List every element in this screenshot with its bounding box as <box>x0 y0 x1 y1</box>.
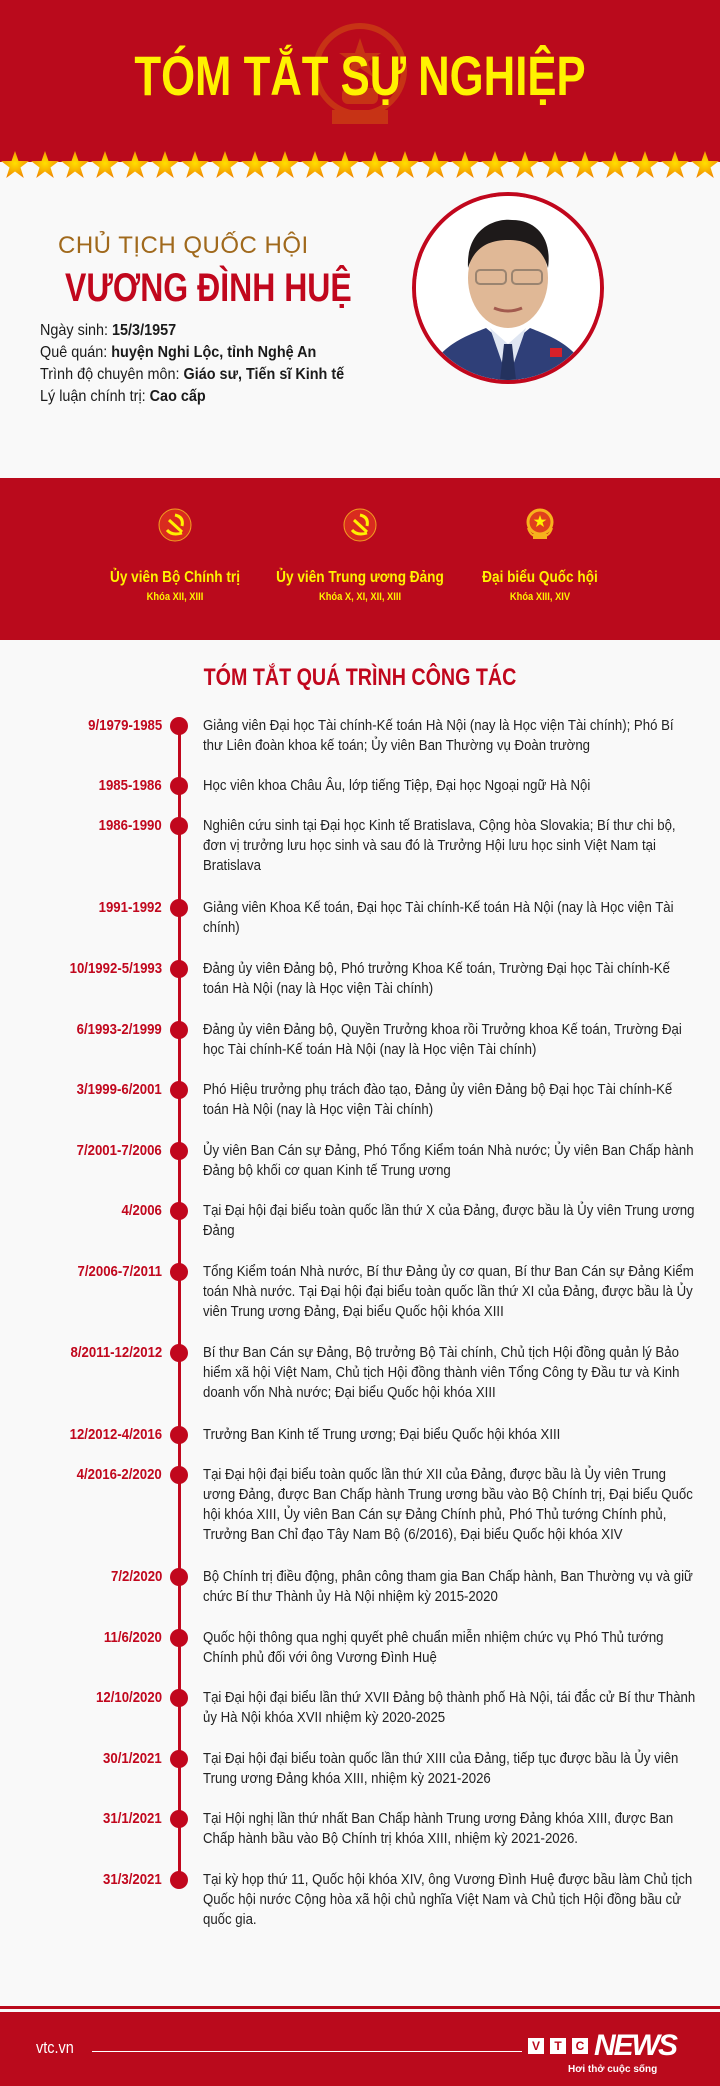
timeline-date: 7/2001-7/2006 <box>76 1142 162 1159</box>
honor-title: Đại biểu Quốc hội <box>482 569 598 586</box>
honor-term: Khóa X, XI, XII, XIII <box>318 591 402 603</box>
fact-value: Cao cấp <box>149 388 206 405</box>
timeline-text: Trưởng Ban Kinh tế Trung ương; Đại biểu Quốc hội khóa XIII <box>203 1426 561 1443</box>
fact-label: Quê quán: <box>40 344 112 361</box>
profile-role: CHỦ TỊCH QUỐC HỘI <box>58 232 309 259</box>
timeline-text: Tại Hội nghị lần thứ nhất Ban Chấp hành Trung ương Đảng khóa XIII, được Ban Chấp hành bầu vào Bộ Chính trị khóa XIII, nhiệm kỳ 2021-2026. <box>203 1810 674 1847</box>
timeline-text: Bộ Chính trị điều động, phân công tham gia Ban Chấp hành, Ban Thường vụ và giữ chức Bí thư Thành ủy Hà Nội nhiệm kỳ 2015-2020 <box>203 1568 693 1605</box>
timeline-text: Bí thư Ban Cán sự Đảng, Bộ trưởng Bộ Tài chính, Chủ tịch Hội đồng quản lý Bảo hiểm xã hội Việt Nam, Chủ tịch Hội đồng thành viên Tổng Công ty Đầu tư và Kinh doanh vốn Nhà nước; Đại biểu Quốc hội khóa XIII <box>203 1344 680 1401</box>
timeline-date: 4/2016-2/2020 <box>76 1466 162 1483</box>
fact-education <box>40 364 344 386</box>
timeline-text: Giảng viên Đại học Tài chính-Kế toán Hà Nội (nay là Học viện Tài chính); Phó Bí thư Liên đoàn khoa kế toán; Ủy viên Ban Thường vụ Đoàn trường <box>203 717 674 754</box>
profile-section <box>0 182 720 477</box>
timeline-date: 31/1/2021 <box>103 1810 162 1827</box>
timeline-dot-icon <box>170 1568 188 1586</box>
timeline-dot-icon <box>170 1142 188 1160</box>
party-emblem-icon <box>343 508 377 542</box>
page-title: TÓM TẮT SỰ NGHIỆP <box>134 44 586 107</box>
timeline-date: 4/2006 <box>121 1202 162 1219</box>
timeline-dot-icon <box>170 1426 188 1444</box>
timeline-text: Tại kỳ họp thứ 11, Quốc hội khóa XIV, ông Vương Đình Huệ được bầu làm Chủ tịch Quốc hội nước Cộng hòa xã hội chủ nghĩa Việt Nam và Chủ tịch Hội đồng bầu cử quốc gia. <box>203 1871 693 1928</box>
site-link[interactable]: vtc.vn <box>36 2038 74 2057</box>
timeline-text: Tại Đại hội đại biểu toàn quốc lần thứ XII của Đảng, được bầu là Ủy viên Trung ương Đảng, được Ban Chấp hành Trung ương bầu vào Bộ Chính trị, Đại biểu Quốc hội khóa XIII, Ủy viên Ban Cán sự Đảng Chính phủ, Phó Thủ tướng Chính phủ, Trưởng Ban Chỉ đạo Tây Nam Bộ (6/2016), Đại biểu Quốc hội khóa XIV <box>203 1466 693 1543</box>
timeline-text: Ủy viên Ban Cán sự Đảng, Phó Tổng Kiểm toán Nhà nước; Ủy viên Ban Chấp hành Đảng bộ khối cơ quan Kinh tế Trung ương <box>203 1142 694 1179</box>
timeline-dot-icon <box>170 1344 188 1362</box>
fact-birthdate <box>40 320 344 342</box>
timeline-date: 7/2006-7/2011 <box>77 1263 162 1280</box>
timeline-dot-icon <box>170 899 188 917</box>
timeline-date: 9/1979-1985 <box>87 717 162 734</box>
timeline-date: 8/2011-12/2012 <box>70 1344 162 1361</box>
timeline-dot-icon <box>170 817 188 835</box>
timeline-text: Tại Đại hội đại biểu toàn quốc lần thứ X của Đảng, được bầu là Ủy viên Trung ương Đảng <box>203 1202 695 1239</box>
timeline-date: 11/6/2020 <box>104 1629 162 1646</box>
timeline-date: 6/1993-2/1999 <box>76 1021 162 1038</box>
timeline-dot-icon <box>170 717 188 735</box>
timeline-text: Phó Hiệu trưởng phụ trách đào tạo, Đảng ủy viên Đảng bộ Đại học Tài chính-Kế toán Hà Nội (nay là Học viện Tài chính) <box>203 1081 673 1118</box>
header-banner <box>0 0 720 162</box>
timeline-dot-icon <box>170 1263 188 1281</box>
timeline-dot-icon <box>170 1750 188 1768</box>
timeline-text: Đảng ủy viên Đảng bộ, Phó trưởng Khoa Kế toán, Trường Đại học Tài chính-Kế toán Hà Nội (nay là Học viện Tài chính) <box>203 960 670 997</box>
timeline-dot-icon <box>170 1202 188 1220</box>
person-portrait-icon <box>416 196 600 380</box>
timeline-dot-icon <box>170 777 188 795</box>
logo-letter: T <box>550 2038 566 2054</box>
timeline-title: TÓM TẮT QUÁ TRÌNH CÔNG TÁC <box>203 664 517 691</box>
timeline-date: 12/10/2020 <box>95 1689 162 1706</box>
timeline-dot-icon <box>170 1081 188 1099</box>
timeline-date: 30/1/2021 <box>103 1750 162 1767</box>
footer-divider <box>92 2051 522 2052</box>
honor-term: Khóa XII, XIII <box>146 591 204 603</box>
honor-national-assembly <box>430 508 650 603</box>
footer-stripe <box>0 2006 720 2009</box>
timeline-dot-icon <box>170 1629 188 1647</box>
timeline-text: Quốc hội thông qua nghị quyết phê chuẩn miễn nhiệm chức vụ Phó Thủ tướng Chính phủ đối với ông Vương Đình Huệ <box>203 1629 664 1666</box>
timeline-date: 1985-1986 <box>98 777 162 794</box>
timeline-text: Học viên khoa Châu Âu, lớp tiếng Tiệp, Đại học Ngoại ngữ Hà Nội <box>203 777 591 794</box>
timeline-date: 12/2012-4/2016 <box>69 1426 162 1443</box>
timeline-text: Đảng ủy viên Đảng bộ, Quyền Trưởng khoa rồi Trưởng khoa Kế toán, Trường Đại học Tài chính-Kế toán Hà Nội (nay là Học viện Tài chính) <box>203 1021 682 1058</box>
fact-label: Ngày sinh: <box>40 322 113 339</box>
profile-facts <box>40 320 378 408</box>
honors-band <box>0 478 720 640</box>
profile-name: VƯƠNG ĐÌNH HUỆ <box>65 266 352 310</box>
timeline-dot-icon <box>170 960 188 978</box>
timeline-text: Tổng Kiểm toán Nhà nước, Bí thư Đảng ủy cơ quan, Bí thư Ban Cán sự Đảng Kiểm toán Nhà nước. Tại Đại hội đại biểu toàn quốc lần thứ XI của Đảng, được bầu là Ủy viên Trung ương Đảng, Đại biểu Quốc hội khóa XIII <box>203 1263 694 1320</box>
timeline-date: 1986-1990 <box>98 817 162 834</box>
vtc-news-logo[interactable] <box>528 2031 676 2061</box>
logo-tagline: Hơi thở cuộc sống <box>568 2064 658 2075</box>
fact-value: huyện Nghi Lộc, tỉnh Nghệ An <box>111 344 317 361</box>
timeline-dot-icon <box>170 1466 188 1484</box>
timeline-text: Nghiên cứu sinh tại Đại học Kinh tế Bratislava, Cộng hòa Slovakia; Bí thư chi bộ, đơn vị trưởng lưu học sinh và sau đó là Trưởng Hội lưu học sinh Việt Nam tại Bratislava <box>203 817 676 874</box>
portrait-photo <box>412 192 604 384</box>
fact-label: Trình độ chuyên môn: <box>40 366 184 383</box>
fact-label: Lý luận chính trị: <box>40 388 150 405</box>
fact-value: 15/3/1957 <box>112 322 177 339</box>
timeline-text: Giảng viên Khoa Kế toán, Đại học Tài chính-Kế toán Hà Nội (nay là Học viện Tài chính) <box>203 899 674 936</box>
timeline-dot-icon <box>170 1021 188 1039</box>
fact-hometown <box>40 342 344 364</box>
timeline-date: 3/1999-6/2001 <box>76 1081 162 1098</box>
footer <box>0 2012 720 2086</box>
fact-political-theory <box>40 386 344 408</box>
timeline-dot-icon <box>170 1871 188 1889</box>
timeline-date: 10/1992-5/1993 <box>69 960 162 977</box>
timeline-date: 7/2/2020 <box>110 1568 162 1585</box>
party-emblem-icon <box>158 508 192 542</box>
honor-term: Khóa XIII, XIV <box>509 591 571 603</box>
timeline-dot-icon <box>170 1689 188 1707</box>
timeline-text: Tại Đại hội đại biểu toàn quốc lần thứ XIII của Đảng, tiếp tục được bầu là Ủy viên Trung ương Đảng khóa XIII, nhiệm kỳ 2021-2026 <box>203 1750 679 1787</box>
honor-title: Ủy viên Bộ Chính trị <box>110 569 240 586</box>
national-emblem-icon <box>523 508 557 542</box>
logo-letter: C <box>572 2038 588 2054</box>
logo-word: NEWS <box>594 2029 676 2062</box>
timeline-date: 1991-1992 <box>98 899 162 916</box>
fact-value: Giáo sư, Tiến sĩ Kinh tế <box>183 366 345 383</box>
honor-title: Ủy viên Trung ương Đảng <box>276 569 444 586</box>
logo-letter: V <box>528 2038 544 2054</box>
timeline-text: Tại Đại hội đại biểu lần thứ XVII Đảng bộ thành phố Hà Nội, tái đắc cử Bí thư Thành ủy Hà Nội khóa XVII nhiệm kỳ 2020-2025 <box>203 1689 696 1726</box>
timeline-dot-icon <box>170 1810 188 1828</box>
star-border-decoration <box>0 150 720 180</box>
timeline-date: 31/3/2021 <box>103 1871 162 1888</box>
